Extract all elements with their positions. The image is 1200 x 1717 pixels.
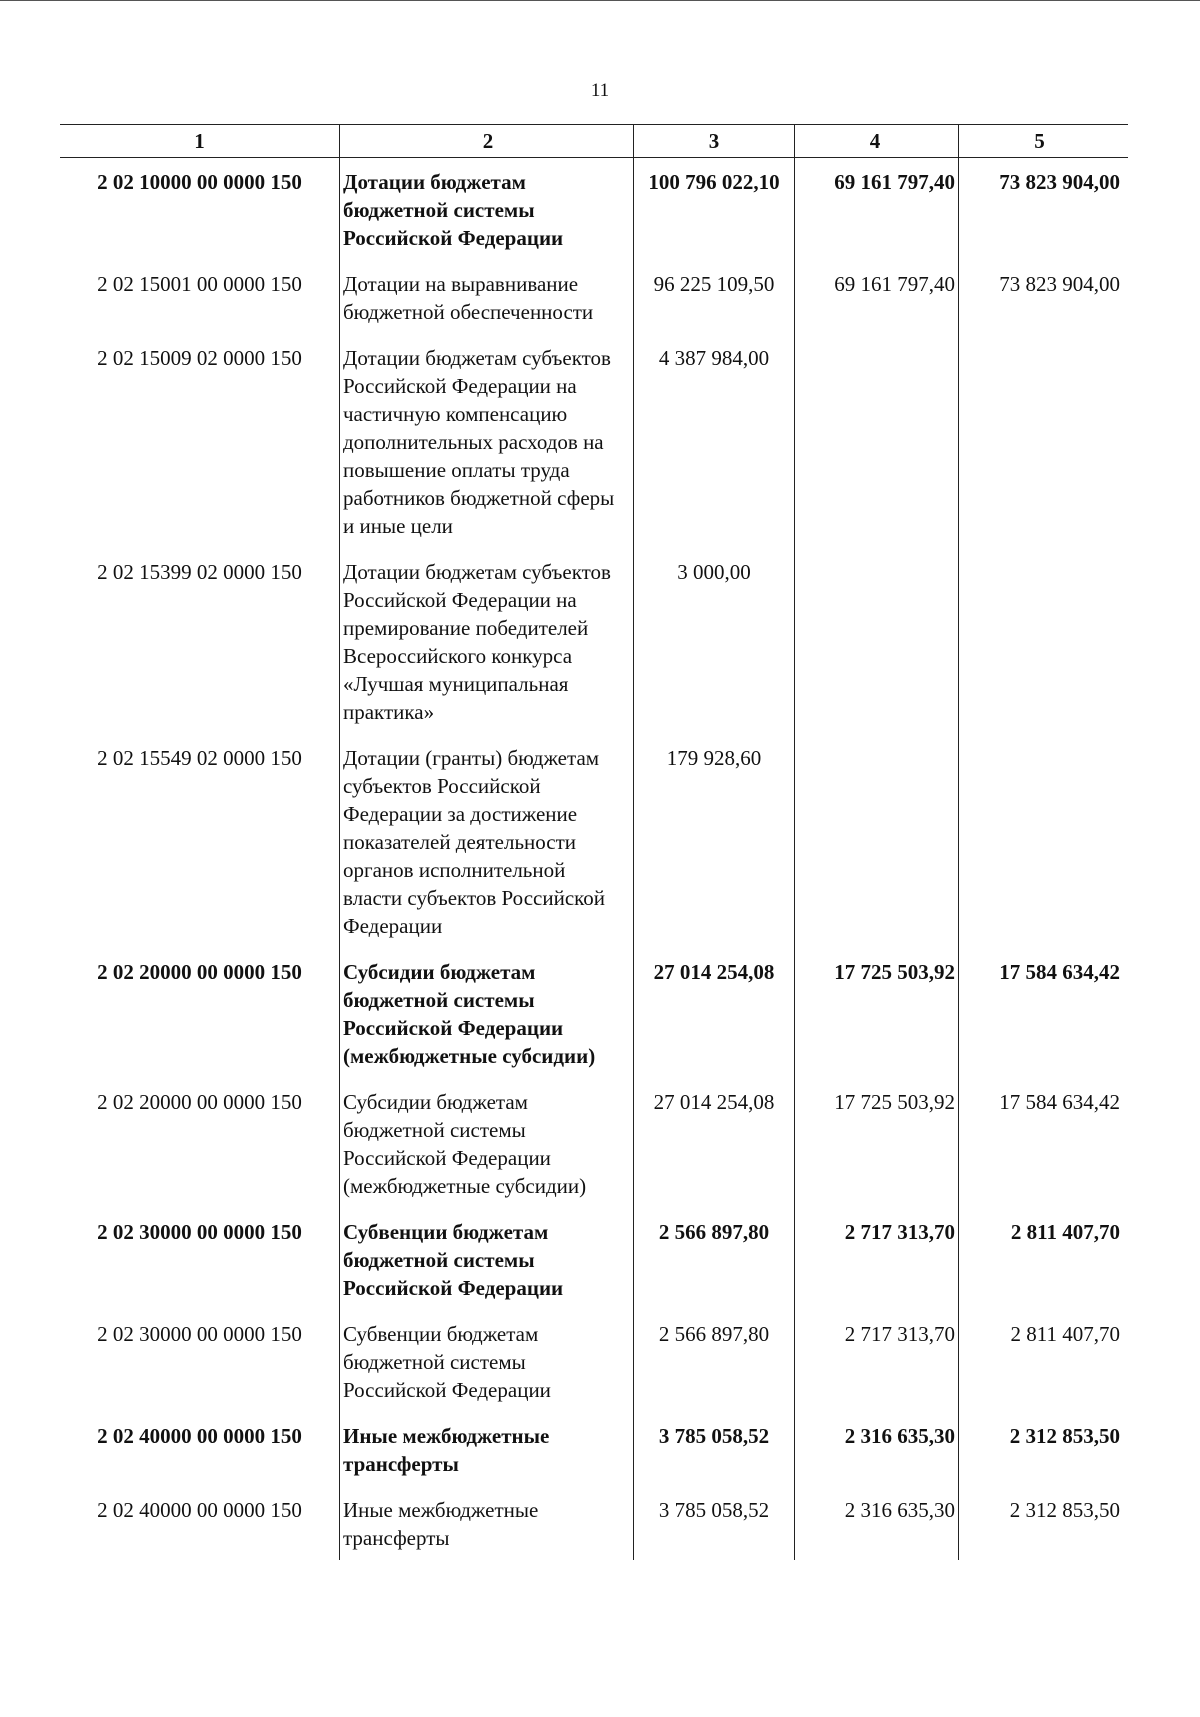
- row-name-cell: Дотации бюджетам бюджетной системы Российской Федерации: [340, 158, 634, 261]
- row-value-col4-cell: 69 161 797,40: [795, 260, 959, 334]
- row-value-col3-cell: 2 566 897,80: [634, 1310, 795, 1412]
- row-value-col3-cell: 100 796 022,10: [634, 158, 795, 261]
- row-value-col5-cell: 17 584 634,42: [959, 948, 1129, 1078]
- table-row: [60, 1486, 1128, 1560]
- table-row: [60, 334, 1128, 548]
- table-row: [60, 948, 1128, 1078]
- row-value-col4-cell: 2 316 635,30: [795, 1486, 959, 1560]
- column-header-3: 3: [634, 125, 795, 158]
- row-code-cell: 2 02 30000 00 0000 150: [97, 1322, 302, 1346]
- row-value-col3-cell: 3 785 058,52: [634, 1412, 795, 1486]
- row-value-col5-cell: 2 312 853,50: [959, 1486, 1129, 1560]
- row-value-col3-cell: 3 000,00: [634, 548, 795, 734]
- table-row: [60, 260, 1128, 334]
- table-row: [60, 734, 1128, 948]
- row-value-col5-cell: 73 823 904,00: [959, 158, 1129, 261]
- column-header-1: 1: [60, 125, 340, 158]
- row-code-cell: 2 02 20000 00 0000 150: [97, 1090, 302, 1114]
- row-value-col4-cell: 2 717 313,70: [795, 1310, 959, 1412]
- row-name-cell: Дотации на выравнивание бюджетной обеспеченности: [340, 260, 634, 334]
- row-value-col5-cell: [959, 334, 1129, 548]
- scan-top-edge: [0, 0, 1200, 5]
- row-value-col3-cell: 27 014 254,08: [634, 1078, 795, 1208]
- table-row: [60, 1078, 1128, 1208]
- row-value-col5-cell: 17 584 634,42: [959, 1078, 1129, 1208]
- row-code-cell: 2 02 20000 00 0000 150: [97, 960, 302, 984]
- row-code-cell: 2 02 15549 02 0000 150: [97, 746, 302, 770]
- row-value-col3-cell: 27 014 254,08: [634, 948, 795, 1078]
- row-name-cell: Субсидии бюджетам бюджетной системы Российской Федерации (межбюджетные субсидии): [340, 1078, 634, 1208]
- row-name-cell: Субвенции бюджетам бюджетной системы Российской Федерации: [340, 1208, 634, 1310]
- row-name-cell: Субсидии бюджетам бюджетной системы Российской Федерации (межбюджетные субсидии): [340, 948, 634, 1078]
- row-value-col3-cell: 179 928,60: [634, 734, 795, 948]
- row-code-cell: 2 02 10000 00 0000 150: [97, 170, 302, 194]
- row-code-cell: 2 02 40000 00 0000 150: [97, 1424, 302, 1448]
- row-value-col5-cell: 73 823 904,00: [959, 260, 1129, 334]
- row-value-col3-cell: 2 566 897,80: [634, 1208, 795, 1310]
- row-name-cell: Дотации (гранты) бюджетам субъектов Российской Федерации за достижение показателей деятельности органов исполнительной власти субъектов Российской Федерации: [340, 734, 634, 948]
- column-header-5: 5: [959, 125, 1129, 158]
- row-value-col5-cell: 2 811 407,70: [959, 1208, 1129, 1310]
- row-value-col4-cell: 2 316 635,30: [795, 1412, 959, 1486]
- table-row: [60, 548, 1128, 734]
- row-value-col5-cell: 2 312 853,50: [959, 1412, 1129, 1486]
- column-header-4: 4: [795, 125, 959, 158]
- row-value-col4-cell: [795, 548, 959, 734]
- row-value-col5-cell: [959, 734, 1129, 948]
- table-header-row: [60, 125, 1128, 158]
- row-name-cell: Иные межбюджетные трансферты: [340, 1412, 634, 1486]
- row-code-cell: 2 02 40000 00 0000 150: [97, 1498, 302, 1522]
- page-number: 11: [590, 80, 610, 101]
- row-value-col4-cell: [795, 734, 959, 948]
- table-row: [60, 158, 1128, 261]
- row-value-col4-cell: 2 717 313,70: [795, 1208, 959, 1310]
- row-code-cell: 2 02 15399 02 0000 150: [97, 560, 302, 584]
- row-value-col3-cell: 3 785 058,52: [634, 1486, 795, 1560]
- budget-revenue-table: [60, 124, 1128, 1560]
- row-name-cell: Иные межбюджетные трансферты: [340, 1486, 634, 1560]
- row-name-cell: Субвенции бюджетам бюджетной системы Российской Федерации: [340, 1310, 634, 1412]
- table-row: [60, 1208, 1128, 1310]
- row-value-col3-cell: 4 387 984,00: [634, 334, 795, 548]
- row-name-cell: Дотации бюджетам субъектов Российской Федерации на премирование победителей Всероссийского конкурса «Лучшая муниципальная практика»: [340, 548, 634, 734]
- row-name-cell: Дотации бюджетам субъектов Российской Федерации на частичную компенсацию дополнительных расходов на повышение оплаты труда работников бюджетной сферы и иные цели: [340, 334, 634, 548]
- table-row: [60, 1412, 1128, 1486]
- row-value-col5-cell: [959, 548, 1129, 734]
- row-value-col4-cell: 69 161 797,40: [795, 158, 959, 261]
- column-header-2: 2: [340, 125, 634, 158]
- table-body: [60, 158, 1128, 1561]
- row-code-cell: 2 02 30000 00 0000 150: [97, 1220, 302, 1244]
- row-value-col4-cell: 17 725 503,92: [795, 948, 959, 1078]
- row-value-col4-cell: 17 725 503,92: [795, 1078, 959, 1208]
- row-value-col3-cell: 96 225 109,50: [634, 260, 795, 334]
- row-value-col4-cell: [795, 334, 959, 548]
- row-code-cell: 2 02 15001 00 0000 150: [97, 272, 302, 296]
- table-row: [60, 1310, 1128, 1412]
- row-code-cell: 2 02 15009 02 0000 150: [97, 346, 302, 370]
- row-value-col5-cell: 2 811 407,70: [959, 1310, 1129, 1412]
